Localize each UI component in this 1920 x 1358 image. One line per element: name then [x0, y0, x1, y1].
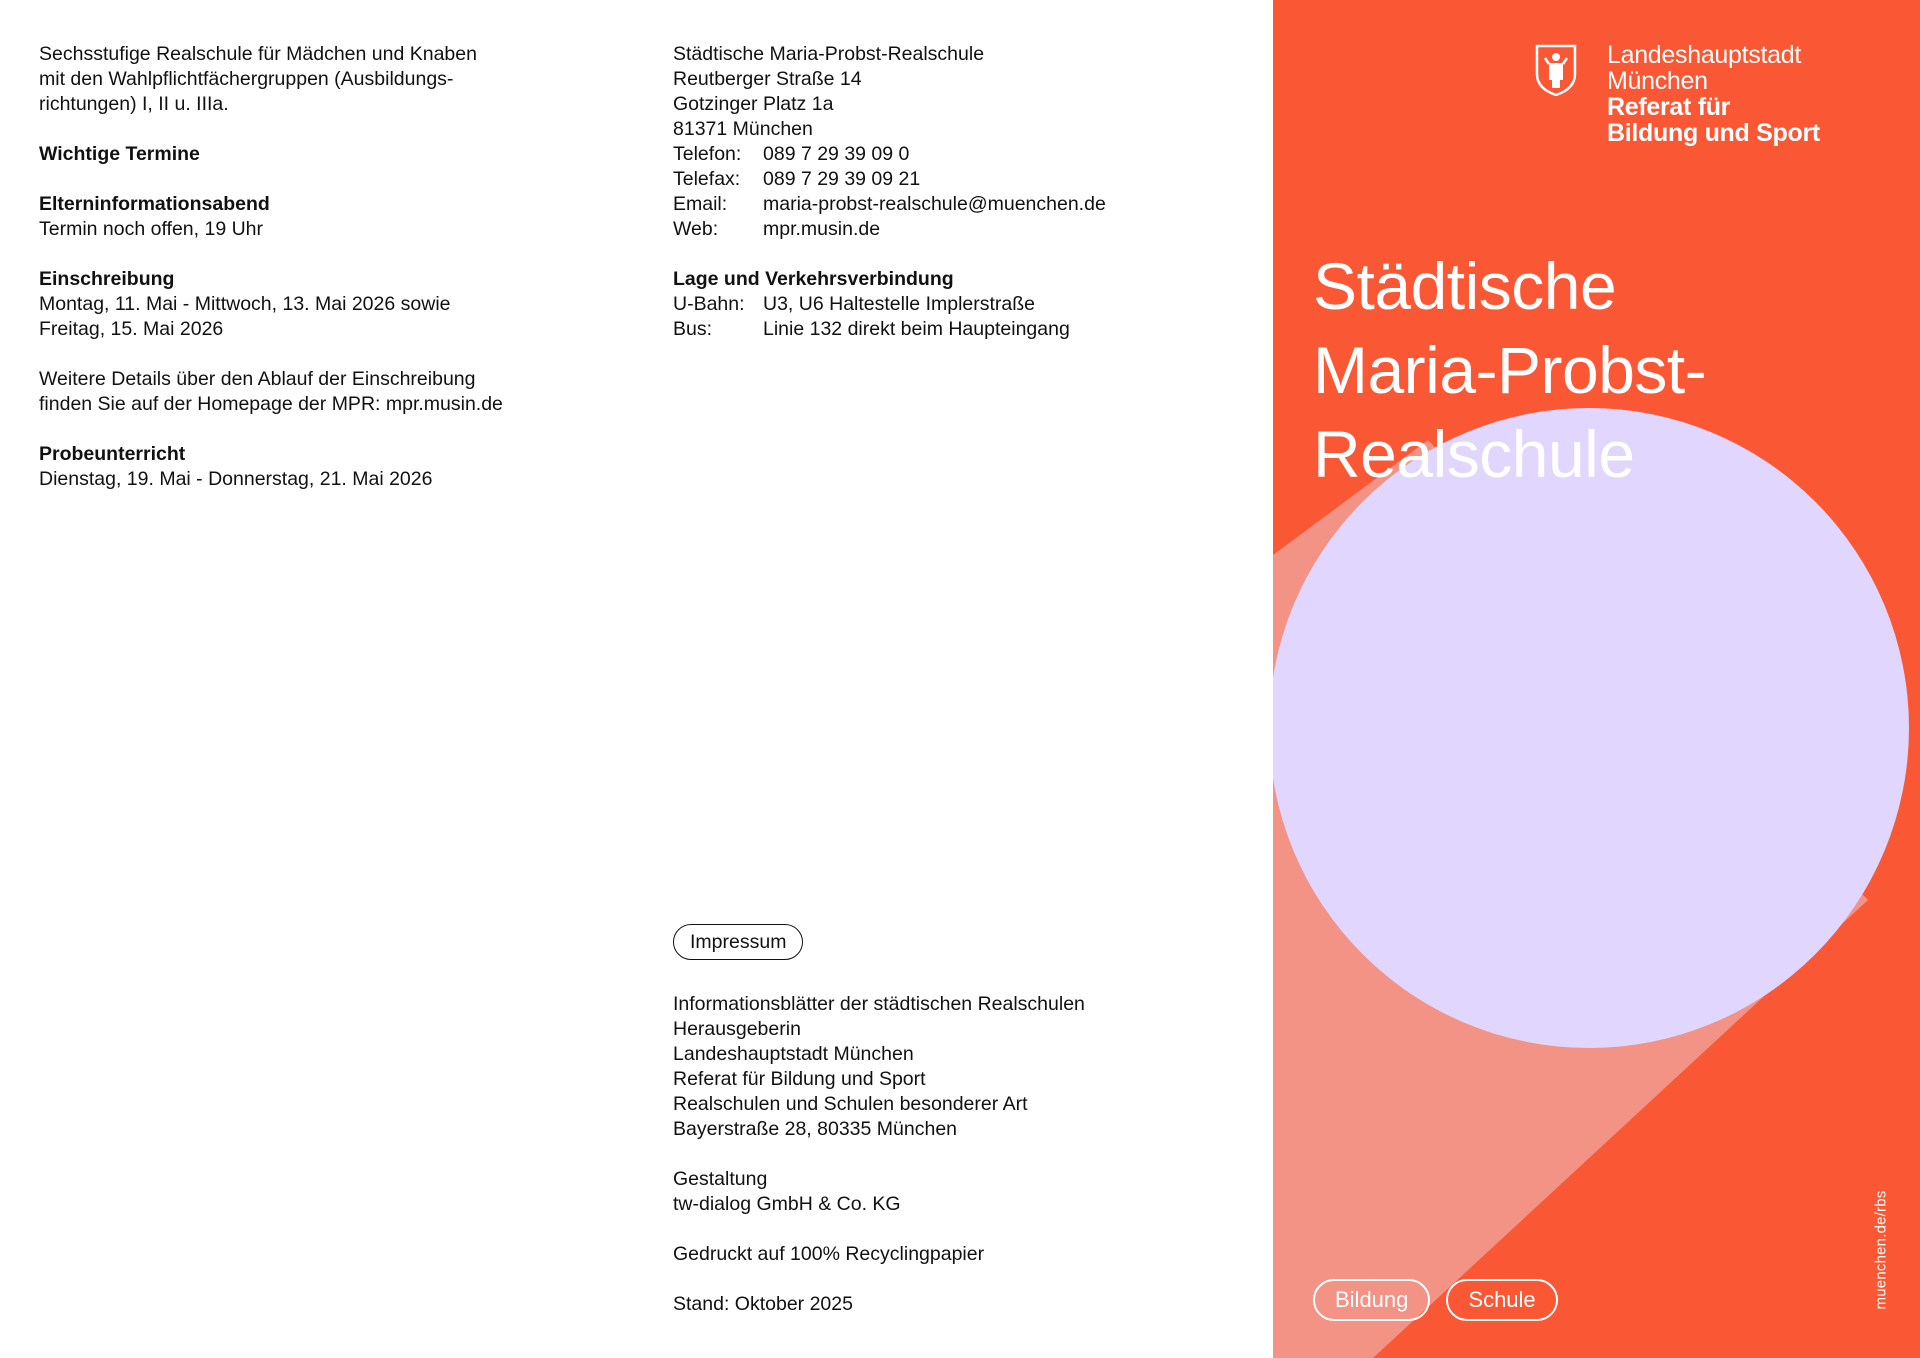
logo-line: Bildung und Sport: [1607, 119, 1820, 147]
cover-circle: [1273, 408, 1909, 1048]
contact-label: Telefon:: [673, 143, 742, 165]
tag-schule: Schule: [1446, 1279, 1557, 1321]
contact-label: Email:: [673, 193, 728, 215]
enrollment-line: Freitag, 15. Mai 2026: [39, 318, 224, 340]
cover-title-line: Städtische: [1313, 249, 1617, 323]
cover-title-line: Maria-Probst-: [1313, 333, 1707, 407]
cover-title-line: Realschule: [1313, 417, 1635, 491]
trial-lessons-heading: Probeunterricht: [39, 443, 186, 465]
contact-email: [673, 192, 1233, 217]
transport-label: Bus:: [673, 318, 713, 340]
web-link[interactable]: mpr.musin.de: [763, 218, 881, 240]
design-label: Gestaltung: [673, 1168, 768, 1190]
transport-ubahn: [673, 292, 1233, 317]
cover-tags: [1313, 1279, 1558, 1321]
transport-bus: [673, 317, 1233, 342]
publisher-line: Realschulen und Schulen besonderer Art: [673, 1093, 1028, 1115]
email-link[interactable]: maria-probst-realschule@muenchen.de: [763, 193, 1106, 215]
enrollment-line: Montag, 11. Mai - Mittwoch, 13. Mai 2026 sowie: [39, 293, 451, 315]
details-line: finden Sie auf der Homepage der MPR: mpr.musin.de: [39, 393, 503, 415]
url-text[interactable]: muenchen.de/rbs: [1872, 1190, 1890, 1310]
tag-bildung: Bildung: [1313, 1279, 1430, 1321]
left-column: [39, 42, 599, 492]
intro-line: Sechsstufige Realschule für Mädchen und Knaben: [39, 43, 477, 65]
parents-evening-heading: Elterninformationsabend: [39, 193, 270, 215]
parents-evening-text: Termin noch offen, 19 Uhr: [39, 218, 264, 240]
publisher-line: Bayerstraße 28, 80335 München: [673, 1118, 958, 1140]
address-line: Gotzinger Platz 1a: [673, 93, 834, 115]
impressum-badge: Impressum: [673, 924, 803, 960]
details-line: Weitere Details über den Ablauf der Einschreibung: [39, 368, 476, 390]
contact-value: 089 7 29 39 09 21: [763, 168, 921, 190]
trial-lessons-text: Dienstag, 19. Mai - Donnerstag, 21. Mai 2026: [39, 468, 433, 490]
contact-phone: [673, 142, 1233, 167]
transport-value: U3, U6 Haltestelle Implerstraße: [763, 293, 1036, 315]
address-line: 81371 München: [673, 118, 813, 140]
vertical-url: [1870, 1180, 1892, 1320]
publisher-line: Landeshauptstadt München: [673, 1043, 914, 1065]
contact-fax: [673, 167, 1233, 192]
publisher-line: Informationsblätter der städtischen Realschulen: [673, 993, 1085, 1015]
logo-line: München: [1607, 67, 1708, 95]
address-line: Reutberger Straße 14: [673, 68, 862, 90]
impressum-section: [673, 924, 1233, 1317]
contact-label: Web:: [673, 218, 719, 240]
munich-emblem-icon: [1535, 44, 1577, 96]
publisher-line: Herausgeberin: [673, 1018, 801, 1040]
print-note: Gedruckt auf 100% Recyclingpapier: [673, 1243, 985, 1265]
contact-web: [673, 217, 1233, 242]
intro-line: mit den Wahlpflichtfächergruppen (Ausbildungs-: [39, 68, 454, 90]
logo-line: Referat für: [1607, 93, 1731, 121]
intro-line: richtungen) I, II u. IIIa.: [39, 93, 229, 115]
cover-panel: [1273, 0, 1920, 1358]
enrollment-heading: Einschreibung: [39, 268, 175, 290]
important-dates-heading: Wichtige Termine: [39, 143, 200, 165]
middle-column: [673, 42, 1233, 342]
logo-text: [1607, 42, 1820, 146]
logo-line: Landeshauptstadt: [1607, 41, 1801, 69]
contact-label: Telefax:: [673, 168, 741, 190]
city-logo: [1535, 42, 1820, 146]
publisher-line: Referat für Bildung und Sport: [673, 1068, 926, 1090]
design-company: tw-dialog GmbH & Co. KG: [673, 1193, 901, 1215]
cover-title: [1313, 244, 1706, 496]
transport-label: U-Bahn:: [673, 293, 745, 315]
edition-date: Stand: Oktober 2025: [673, 1293, 853, 1315]
transport-heading: Lage und Verkehrsverbindung: [673, 268, 954, 290]
contact-value: 089 7 29 39 09 0: [763, 143, 910, 165]
cover-graphic: [1273, 0, 1920, 1358]
transport-value: Linie 132 direkt beim Haupteingang: [763, 318, 1070, 340]
address-line: Städtische Maria-Probst-Realschule: [673, 43, 985, 65]
